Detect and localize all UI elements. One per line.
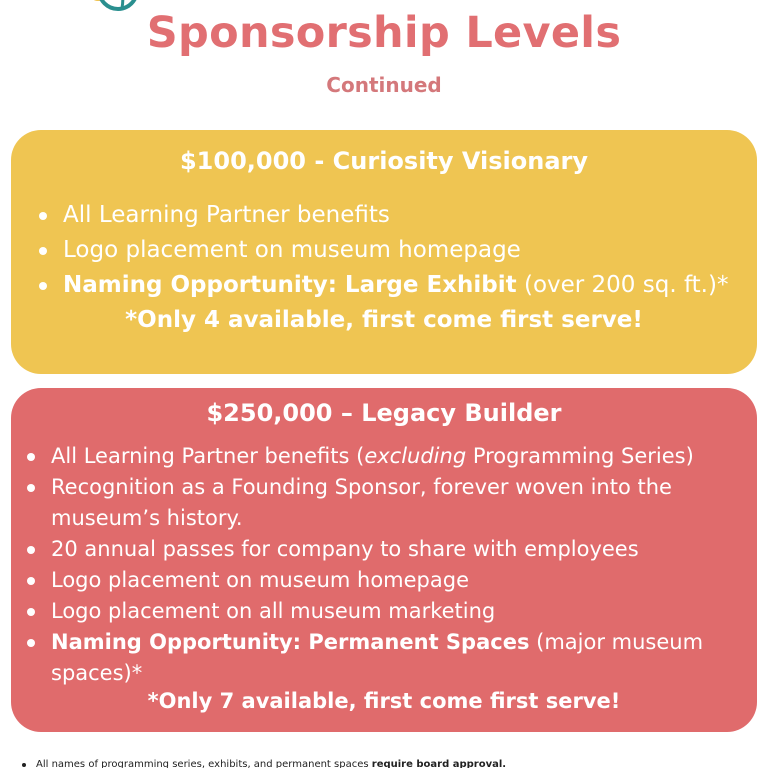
benefit-list	[37, 198, 747, 303]
naming-opportunity-label: Naming Opportunity: Large Exhibit	[63, 272, 517, 298]
tier-card-legacy-builder	[11, 388, 757, 732]
tier-card-curiosity-visionary	[11, 130, 757, 374]
benefit-item	[25, 441, 745, 472]
benefit-text: All Learning Partner benefits (	[51, 444, 365, 468]
naming-opportunity-detail: (major museum spaces)*	[51, 630, 704, 685]
availability-note: *Only 7 available, first come first serve!	[147, 689, 621, 713]
benefit-item-naming-opportunity	[25, 627, 745, 689]
benefit-list	[25, 441, 745, 689]
benefit-emphasis: excluding	[364, 444, 467, 468]
availability-note: *Only 4 available, first come first serve!	[125, 307, 643, 333]
page-subtitle: Continued	[326, 73, 442, 97]
tier-title: $250,000 – Legacy Builder	[206, 399, 562, 427]
page-title: Sponsorship Levels	[146, 8, 622, 58]
tier-title: $100,000 - Curiosity Visionary	[179, 147, 589, 175]
benefit-item-naming-opportunity	[37, 268, 747, 303]
naming-opportunity-detail: (over 200 sq. ft.)*	[516, 272, 729, 298]
benefit-item: Recognition as a Founding Sponsor, forever woven into the museum’s history.	[25, 472, 745, 534]
footnote-text: All names of programming series, exhibits, and permanent spaces	[36, 759, 372, 768]
benefit-text: Programming Series)	[466, 444, 694, 468]
footnote-bold: require board approval.	[371, 759, 507, 768]
naming-opportunity-label: Naming Opportunity: Permanent Spaces	[51, 630, 530, 654]
benefit-item: Logo placement on museum homepage	[37, 233, 747, 268]
benefit-item: Logo placement on all museum marketing	[25, 596, 745, 627]
benefit-item: All Learning Partner benefits	[37, 198, 747, 233]
benefit-item: Logo placement on museum homepage	[25, 565, 745, 596]
benefit-item: 20 annual passes for company to share with employees	[25, 534, 745, 565]
footnote	[22, 758, 506, 768]
